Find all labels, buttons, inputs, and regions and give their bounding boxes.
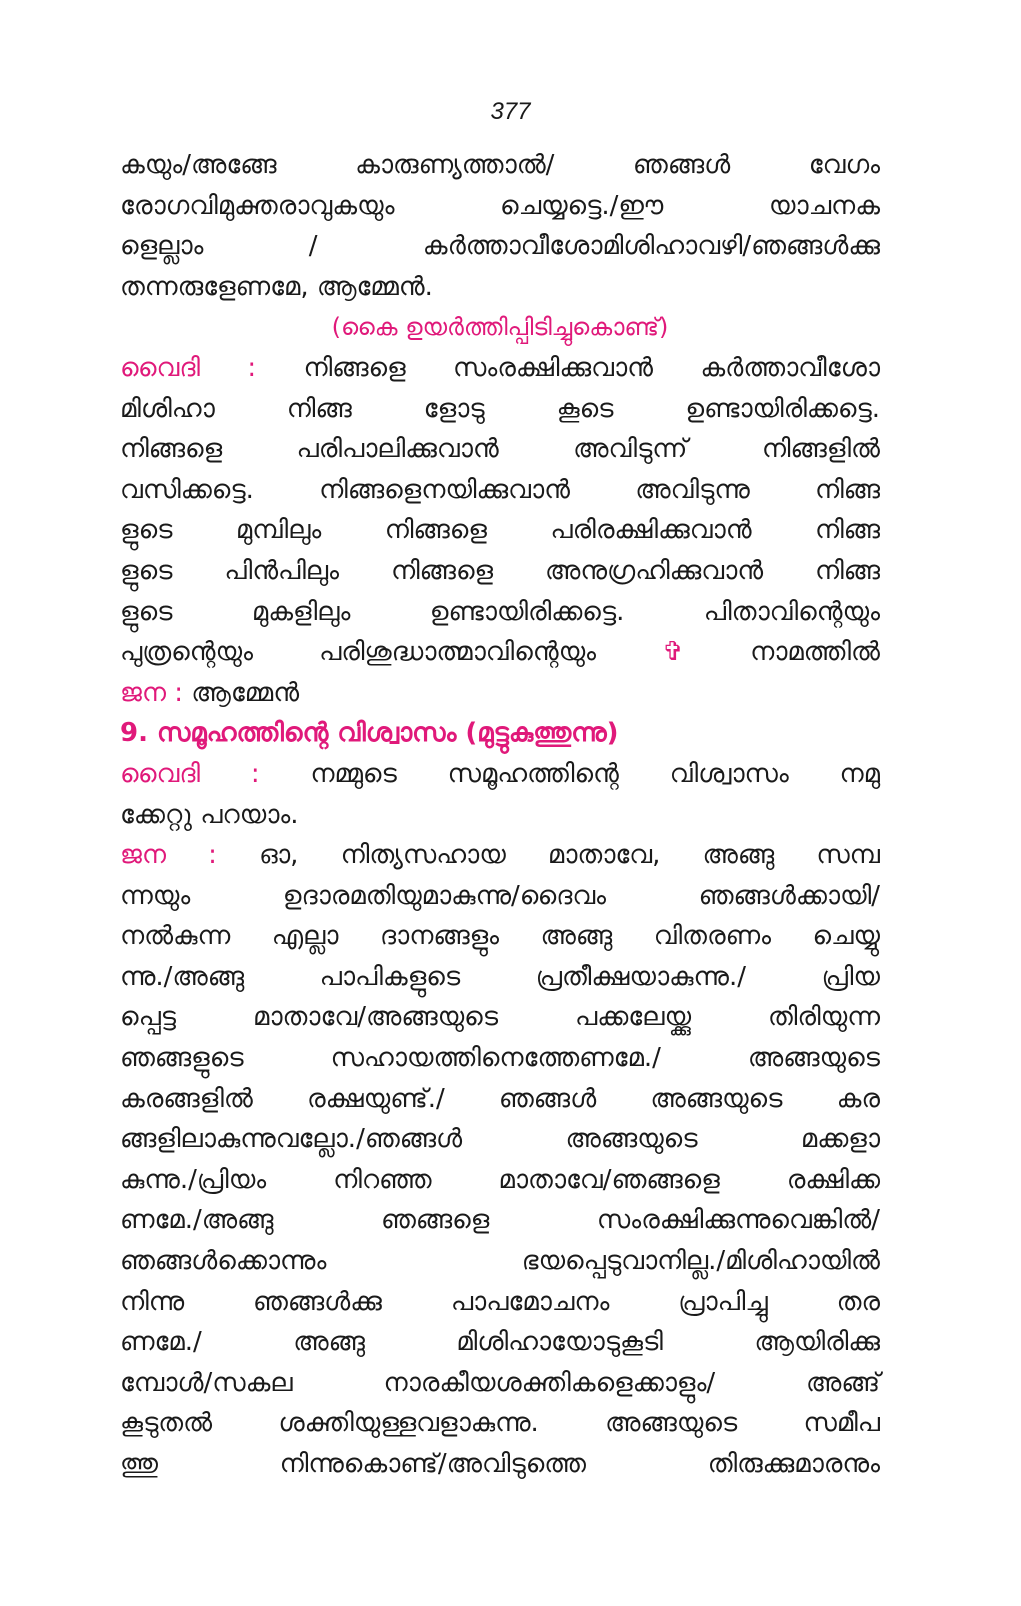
text-line: രോഗവിമുക്തരാവുകയും ചെയ്യട്ടെ./ഈ യാചനക [120,190,880,221]
text-line: ണമേ./ അങ്ങു മിശിഹായോടുകൂടി ആയിരിക്കു [120,1327,880,1358]
text-line [120,632,880,673]
text-line: ങ്ങളിലാകുന്നുവല്ലോ./ഞങ്ങൾ അങ്ങയുടെ മക്കളാ [120,1124,880,1155]
text-line: കൂടുതൽ ശക്തിയുള്ളവളാകുന്നു. അങ്ങയുടെ സമീപ [120,1408,880,1439]
speaker-line [120,754,880,795]
text-line: കുന്നു./പ്രിയം നിറഞ്ഞ മാതാവേ/ഞങ്ങളെ രക്ഷിക്ക [120,1164,880,1195]
speaker-line [120,835,880,876]
speaker-label: ജന : [120,840,217,871]
speaker-label: വൈദി : [120,758,260,789]
text-line: നിങ്ങളെ പരിപാലിക്കുവാൻ അവിടുന്ന് നിങ്ങളിൽ [120,434,880,465]
speaker-text: നിങ്ങളെ സംരക്ഷിക്കുവാൻ കർത്താവീശോ [303,352,880,383]
body-text [120,145,880,1485]
speaker-line [120,673,880,714]
speaker-text: ആമ്മേൻ [191,677,300,708]
text-line: നിന്നു ഞങ്ങൾക്കു പാപമോചനം പ്രാപിച്ചു തര [120,1286,880,1317]
text-line: മിശിഹാ നിങ്ങ ളോടു കൂടെ ഉണ്ടായിരിക്കട്ടെ. [120,393,880,424]
text-line: ളുടെ മുകളിലും ഉണ്ടായിരിക്കട്ടെ. പിതാവിന്റെയും [120,596,880,627]
text-line: തന്നരുളേണമേ, ആമ്മേൻ. [120,271,433,302]
text-line: വസിക്കട്ടെ. നിങ്ങളെനയിക്കുവാൻ അവിടുന്നു നിങ്ങ [120,474,880,505]
cross-icon: ✞ [662,637,684,668]
text-line: ണമേ./അങ്ങു ഞങ്ങളെ സംരക്ഷിക്കുന്നുവെങ്കിൽ/ [120,1205,880,1236]
text-line: ന്നയും ഉദാരമതിയുമാകുന്നു/ദൈവം ഞങ്ങൾക്കായി/ [120,880,880,911]
section-heading: 9. സമൂഹത്തിന്റെ വിശ്വാസം (മുട്ടുകുത്തുന്നു) [120,718,619,749]
text-line: ളെല്ലാം / കർത്താവീശോമിശിഹാവഴി/ഞങ്ങൾക്കു [120,231,880,262]
text-line: ളുടെ മുമ്പിലും നിങ്ങളെ പരിരക്ഷിക്കുവാൻ നിങ്ങ [120,515,880,546]
text-line: ക്കേറ്റു പറയാം. [120,799,299,830]
speaker-text: നമ്മുടെ സമൂഹത്തിന്റെ വിശ്വാസം നമു [310,758,880,789]
page-number: 377 [490,98,531,125]
text-line: ഞങ്ങളുടെ സഹായത്തിനെത്തേണമേ./ അങ്ങയുടെ [120,1043,880,1074]
text-segment: നാമത്തിൽ [750,637,881,668]
text-line: പ്പെട്ട മാതാവേ/അങ്ങയുടെ പക്കലേയ്ക്കു തിരിയുന്ന [120,1002,880,1033]
text-segment: പുത്രന്റെയും പരിശുദ്ധാത്മാവിന്റെയും [120,637,597,668]
text-line: ളുടെ പിൻപിലും നിങ്ങളെ അനുഗ്രഹിക്കുവാൻ നിങ്ങ [120,555,880,586]
speaker-label: വൈദി : [120,352,257,383]
text-line: കരങ്ങളിൽ രക്ഷയുണ്ട്./ ഞങ്ങൾ അങ്ങയുടെ കര [120,1083,880,1114]
text-line: ന്നു./അങ്ങു പാപികളുടെ പ്രതീക്ഷയാകുന്നു./ പ്രിയ [120,961,880,992]
text-line: മ്പോൾ/സകല നാരകീയശക്തികളെക്കാളും/ അങ്ങ് [120,1367,880,1398]
text-line: ഞങ്ങൾക്കൊന്നും ഭയപ്പെടുവാനില്ല./മിശിഹായിൽ [120,1246,880,1277]
text-line: ത്തു നിന്നുകൊണ്ട്/അവിടുത്തെ തിരുക്കുമാരനും [120,1449,880,1479]
speaker-line [120,348,880,389]
text-line: കയും/അങ്ങേ കാരുണ്യത്താൽ/ ഞങ്ങൾ വേഗം [120,150,880,180]
speaker-label: ജന : [120,677,184,708]
speaker-text: ഓ, നിത്യസഹായ മാതാവേ, അങ്ങു സമ്പ [259,840,880,871]
rubric-line: (കൈ ഉയർത്തിപ്പിടിച്ചുകൊണ്ട്) [331,313,669,342]
text-line: നൽകുന്ന എല്ലാ ദാനങ്ങളും അങ്ങു വിതരണം ചെയ്യു [120,921,880,952]
